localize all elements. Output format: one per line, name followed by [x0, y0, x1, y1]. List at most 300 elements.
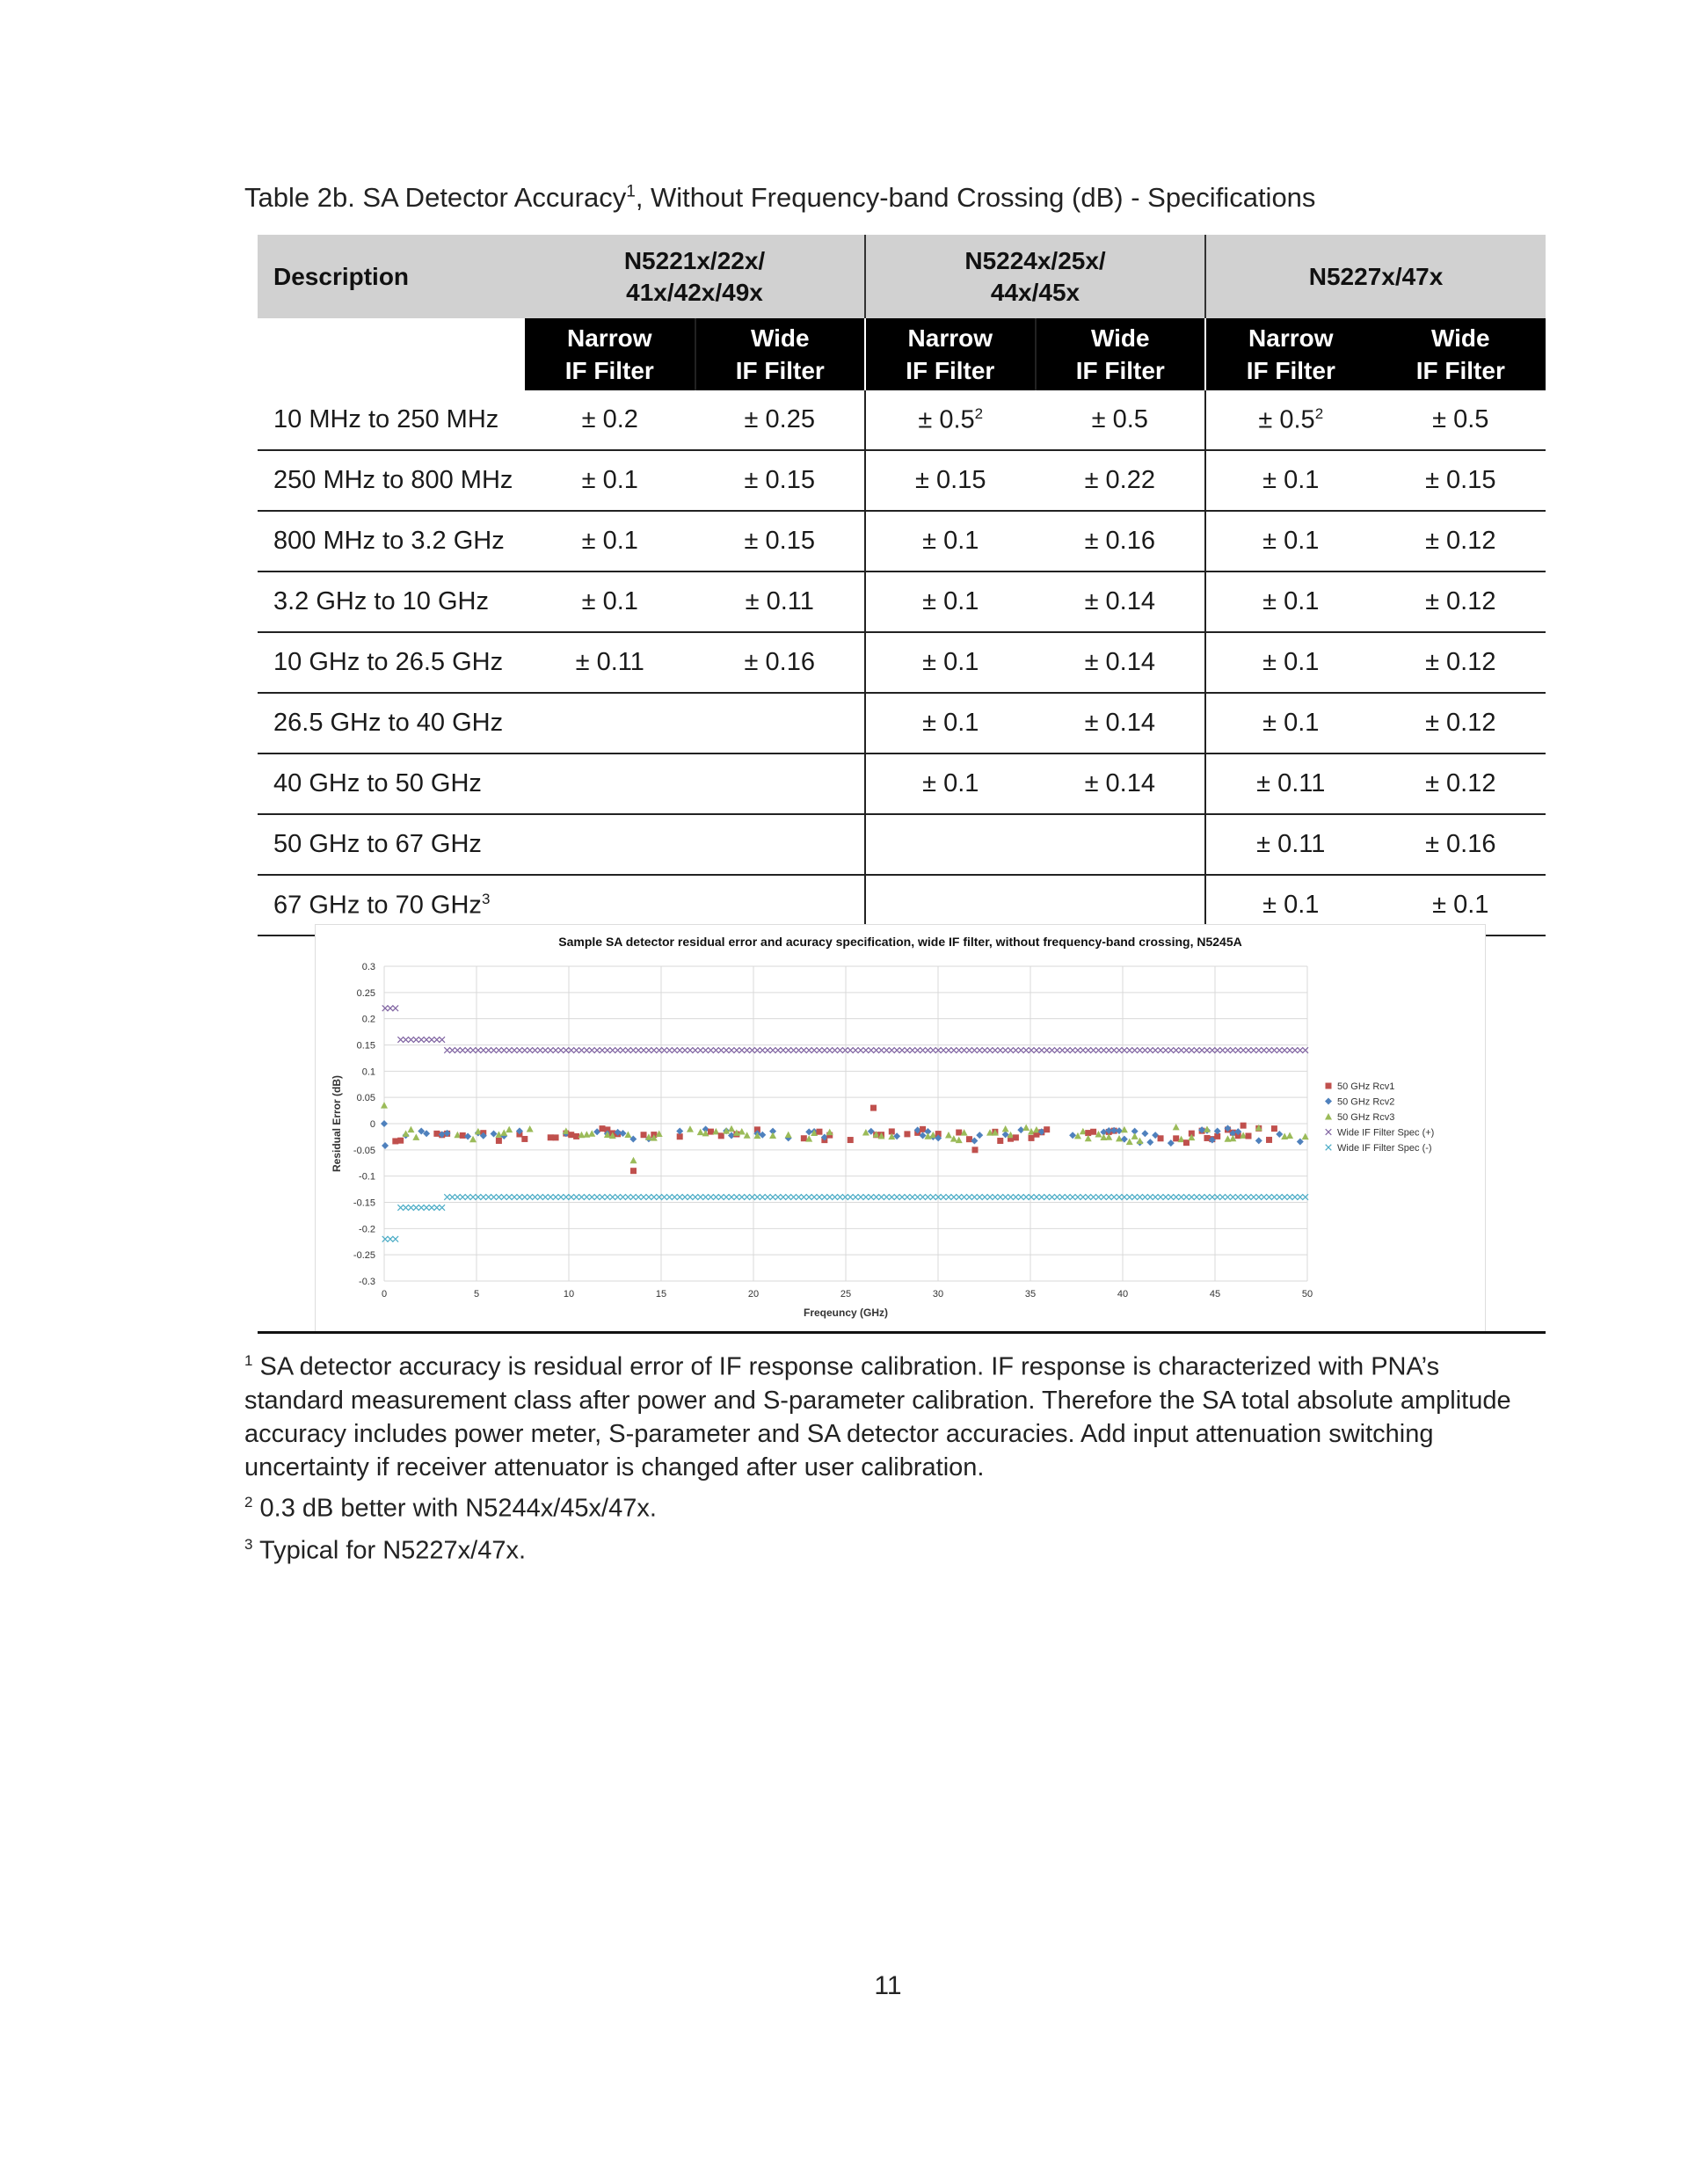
- spec-point: [993, 1047, 999, 1053]
- spec-point: [1095, 1194, 1102, 1200]
- spec-point: [729, 1194, 735, 1200]
- spec-point: [506, 1194, 513, 1200]
- value-cell: ± 0.15: [695, 450, 866, 511]
- spec-point: [1147, 1194, 1153, 1200]
- table-row: [258, 511, 1546, 571]
- data-point: [381, 1120, 388, 1127]
- spec-point: [1090, 1047, 1096, 1053]
- spec-point: [863, 1047, 869, 1053]
- spec-point: [765, 1047, 771, 1053]
- spec-point: [693, 1047, 699, 1053]
- x-tick-label: 15: [655, 1289, 667, 1299]
- spec-point: [817, 1047, 823, 1053]
- spec-point: [408, 1205, 414, 1211]
- spec-point: [403, 1037, 409, 1043]
- spec-point: [1070, 1047, 1076, 1053]
- spec-point: [1277, 1194, 1283, 1200]
- value-cell: ± $0.5^2$: [1205, 390, 1376, 450]
- value-cell: ± 0.16: [1376, 814, 1546, 875]
- data-point: [521, 1136, 528, 1142]
- spec-point: [1219, 1194, 1226, 1200]
- spec-point: [449, 1047, 455, 1053]
- spec-point: [1117, 1194, 1123, 1200]
- table-row: [258, 753, 1546, 814]
- spec-point: [982, 1047, 988, 1053]
- spec-point: [636, 1194, 642, 1200]
- spec-point: [1168, 1047, 1175, 1053]
- spec-point: [1049, 1047, 1055, 1053]
- spec-point: [1106, 1047, 1112, 1053]
- row-description: 40 GHz to 50 GHz: [258, 753, 525, 814]
- data-point: [1183, 1139, 1190, 1146]
- spec-point: [1142, 1194, 1148, 1200]
- spec-point: [853, 1047, 859, 1053]
- data-point: [904, 1131, 910, 1137]
- y-tick-label: -0.2: [359, 1224, 375, 1235]
- spec-point: [1158, 1047, 1164, 1053]
- spec-point: [1194, 1194, 1200, 1200]
- value-cell: ± 0.12: [1376, 753, 1546, 814]
- spec-point: [837, 1194, 843, 1200]
- value-cell: ± 0.1: [525, 571, 695, 632]
- spec-point: [537, 1047, 543, 1053]
- table-row: [258, 390, 1546, 450]
- spec-point: [754, 1047, 760, 1053]
- spec-point: [822, 1047, 828, 1053]
- header-group: N5227x/47x: [1205, 235, 1546, 318]
- table-row: [258, 693, 1546, 753]
- spec-point: [982, 1194, 988, 1200]
- spec-point: [811, 1194, 818, 1200]
- data-point: [1146, 1139, 1153, 1146]
- data-point: [945, 1132, 952, 1139]
- spec-point: [1266, 1194, 1272, 1200]
- spec-point: [889, 1194, 895, 1200]
- spec-point: [1131, 1047, 1138, 1053]
- spec-point: [837, 1047, 843, 1053]
- spec-point: [615, 1194, 621, 1200]
- spec-point: [1204, 1047, 1211, 1053]
- spec-point: [708, 1194, 714, 1200]
- spec-point: [878, 1194, 884, 1200]
- spec-point: [666, 1194, 673, 1200]
- data-point: [1246, 1132, 1252, 1139]
- spec-point: [1002, 1047, 1008, 1053]
- data-point: [1241, 1123, 1247, 1129]
- spec-point: [666, 1047, 673, 1053]
- spec-point: [1241, 1194, 1247, 1200]
- y-tick-label: 0.15: [356, 1040, 375, 1052]
- spec-point: [1153, 1194, 1159, 1200]
- table-body: [258, 390, 1546, 935]
- spec-point: [951, 1047, 957, 1053]
- spec-point: [832, 1194, 838, 1200]
- y-tick-label: 0.2: [361, 1014, 375, 1025]
- value-cell: ± 0.16: [1036, 511, 1206, 571]
- spec-point: [806, 1194, 812, 1200]
- data-point: [950, 1135, 957, 1142]
- spec-point: [910, 1047, 916, 1053]
- spec-point: [1277, 1047, 1283, 1053]
- row-description: 50 GHz to 67 GHz: [258, 814, 525, 875]
- data-point: [848, 1137, 854, 1143]
- data-point: [630, 1157, 637, 1164]
- spec-point: [1039, 1047, 1045, 1053]
- spec-point: [1199, 1047, 1205, 1053]
- spec-point: [403, 1205, 409, 1211]
- data-point: [1141, 1130, 1148, 1137]
- spec-point: [439, 1205, 445, 1211]
- spec-point: [578, 1047, 585, 1053]
- x-tick-label: 20: [747, 1289, 760, 1299]
- spec-point: [1298, 1047, 1304, 1053]
- data-point: [801, 1135, 807, 1141]
- spec-point: [470, 1194, 477, 1200]
- value-cell: ± 0.1: [1205, 450, 1376, 511]
- spec-point: [697, 1047, 703, 1053]
- value-cell: ± 0.1: [1205, 632, 1376, 693]
- spec-point: [501, 1047, 507, 1053]
- spec-point: [672, 1194, 678, 1200]
- spec-point: [424, 1037, 430, 1043]
- spec-point: [512, 1194, 518, 1200]
- spec-point: [1059, 1047, 1066, 1053]
- spec-point: [941, 1194, 947, 1200]
- x-tick-label: 0: [381, 1289, 388, 1299]
- spec-point: [775, 1194, 782, 1200]
- spec-point: [842, 1194, 848, 1200]
- spec-point: [1298, 1194, 1304, 1200]
- data-point: [381, 1102, 388, 1109]
- value-cell: ± 0.14: [1036, 753, 1206, 814]
- spec-point: [868, 1194, 874, 1200]
- spec-point: [609, 1047, 615, 1053]
- spec-point: [1008, 1047, 1014, 1053]
- data-point: [1276, 1131, 1283, 1138]
- data-point: [1116, 1135, 1123, 1142]
- data-point: [785, 1132, 792, 1139]
- data-point: [1044, 1126, 1050, 1132]
- spec-point: [1230, 1194, 1236, 1200]
- spec-point: [1101, 1194, 1107, 1200]
- spec-point: [1018, 1047, 1024, 1053]
- legend-label: 50 GHz Rcv1: [1337, 1081, 1395, 1092]
- spec-point: [1261, 1047, 1267, 1053]
- data-point: [687, 1125, 694, 1132]
- spec-point: [382, 1236, 389, 1242]
- spec-point: [537, 1194, 543, 1200]
- spec-point: [388, 1236, 394, 1242]
- y-tick-label: -0.15: [353, 1198, 375, 1209]
- spec-point: [553, 1194, 559, 1200]
- data-point: [382, 1142, 389, 1149]
- spec-point: [1070, 1194, 1076, 1200]
- data-point: [769, 1132, 776, 1139]
- data-point: [573, 1133, 579, 1139]
- header-group: N5221x/22x/ 41x/42x/49x: [525, 235, 865, 318]
- spec-point: [532, 1194, 538, 1200]
- spec-point: [1287, 1194, 1293, 1200]
- spec-point: [801, 1194, 807, 1200]
- spec-point: [397, 1205, 404, 1211]
- spec-point: [1054, 1194, 1060, 1200]
- spec-point: [993, 1194, 999, 1200]
- spec-point: [605, 1047, 611, 1053]
- spec-point: [1292, 1194, 1299, 1200]
- row-description: 67 GHz to 70 GHz$^3$: [258, 875, 525, 935]
- spec-point: [1039, 1194, 1045, 1200]
- data-point: [862, 1129, 869, 1136]
- spec-point: [688, 1047, 694, 1053]
- spec-point: [899, 1047, 906, 1053]
- value-cell: ± 0.12: [1376, 693, 1546, 753]
- spec-point: [1137, 1047, 1143, 1053]
- spec-point: [987, 1194, 993, 1200]
- spec-point: [858, 1047, 864, 1053]
- data-point: [553, 1134, 559, 1140]
- value-cell: ± 0.16: [695, 632, 866, 693]
- spec-point: [548, 1047, 554, 1053]
- data-point: [1131, 1132, 1139, 1139]
- value-cell: ± 0.1: [1205, 693, 1376, 753]
- spec-point: [636, 1047, 642, 1053]
- legend-marker: [1326, 1129, 1332, 1135]
- spec-point: [418, 1205, 425, 1211]
- spec-point: [1034, 1047, 1040, 1053]
- spec-point: [971, 1047, 978, 1053]
- data-point: [641, 1132, 647, 1138]
- spec-point: [1147, 1047, 1153, 1053]
- spec-point: [693, 1194, 699, 1200]
- value-cell: ± 0.11: [695, 571, 866, 632]
- spec-point: [749, 1047, 755, 1053]
- spec-point: [1225, 1194, 1231, 1200]
- spec-point: [413, 1205, 419, 1211]
- value-cell: ± 0.11: [1205, 814, 1376, 875]
- spec-point: [1246, 1194, 1252, 1200]
- x-tick-label: 10: [563, 1289, 575, 1299]
- value-cell: ± 0.1: [865, 753, 1036, 814]
- spec-point: [1029, 1194, 1035, 1200]
- spec-point: [682, 1047, 688, 1053]
- spec-point: [1029, 1047, 1035, 1053]
- accuracy-table: [258, 235, 1546, 936]
- spec-point: [485, 1194, 491, 1200]
- spec-point: [951, 1194, 957, 1200]
- spec-point: [781, 1047, 787, 1053]
- spec-point: [858, 1194, 864, 1200]
- data-point: [1022, 1125, 1030, 1132]
- data-point: [496, 1138, 502, 1144]
- spec-point: [785, 1047, 791, 1053]
- spec-point: [738, 1047, 745, 1053]
- spec-point: [853, 1194, 859, 1200]
- x-tick-label: 40: [1117, 1289, 1129, 1299]
- spec-point: [708, 1047, 714, 1053]
- spec-point: [1117, 1047, 1123, 1053]
- row-description: 800 MHz to 3.2 GHz: [258, 511, 525, 571]
- spec-point: [1282, 1047, 1288, 1053]
- spec-point: [564, 1047, 570, 1053]
- spec-point: [393, 1236, 399, 1242]
- spec-point: [1235, 1047, 1241, 1053]
- value-cell: [1036, 814, 1206, 875]
- spec-point: [480, 1047, 486, 1053]
- spec-point: [930, 1194, 936, 1200]
- subheader-wide: Wide IF Filter: [695, 318, 866, 390]
- spec-point: [1137, 1194, 1143, 1200]
- residual-error-chart: [315, 924, 1486, 1333]
- table-row: [258, 632, 1546, 693]
- spec-point: [702, 1047, 709, 1053]
- spec-point: [930, 1047, 936, 1053]
- spec-point: [1235, 1194, 1241, 1200]
- legend-label: 50 GHz Rcv2: [1337, 1096, 1395, 1108]
- spec-point: [749, 1194, 755, 1200]
- value-cell: ± 0.12: [1376, 632, 1546, 693]
- spec-point: [532, 1047, 538, 1053]
- value-cell: ± 0.1: [865, 511, 1036, 571]
- legend-marker: [1326, 1083, 1332, 1089]
- spec-point: [713, 1194, 719, 1200]
- subheader-wide: Wide IF Filter: [1376, 318, 1546, 390]
- spec-point: [558, 1047, 564, 1053]
- spec-point: [977, 1047, 983, 1053]
- spec-point: [914, 1047, 920, 1053]
- spec-point: [594, 1194, 600, 1200]
- y-tick-label: -0.05: [353, 1145, 375, 1156]
- spec-point: [1241, 1047, 1247, 1053]
- table-row: [258, 814, 1546, 875]
- spec-point: [527, 1194, 533, 1200]
- spec-point: [558, 1194, 564, 1200]
- spec-point: [801, 1047, 807, 1053]
- spec-point: [620, 1047, 626, 1053]
- value-cell: ± 0.11: [525, 632, 695, 693]
- spec-point: [573, 1194, 579, 1200]
- y-tick-label: 0: [369, 1119, 375, 1130]
- table-header-row: [258, 235, 1546, 318]
- data-point: [870, 1105, 877, 1111]
- spec-point: [884, 1194, 890, 1200]
- spec-point: [439, 1037, 445, 1043]
- spec-point: [661, 1047, 667, 1053]
- legend-marker: [1325, 1098, 1332, 1105]
- value-cell: ± $0.5^2$: [865, 390, 1036, 450]
- spec-point: [920, 1194, 926, 1200]
- spec-point: [548, 1194, 554, 1200]
- value-cell: ± 0.15: [865, 450, 1036, 511]
- spec-point: [491, 1194, 497, 1200]
- header-group: N5224x/25x/ 44x/45x: [865, 235, 1205, 318]
- spec-point: [1210, 1194, 1216, 1200]
- value-cell: ± 0.1: [1205, 511, 1376, 571]
- footnote-3: $^3$ Typical for N5227x/47x.: [244, 1536, 527, 1565]
- spec-point: [527, 1047, 533, 1053]
- row-description: 10 GHz to 26.5 GHz: [258, 632, 525, 693]
- spec-point: [1183, 1047, 1190, 1053]
- footnote-1: $^1$ SA detector accuracy is residual error of IF response calibration. IF response is characterized with PNA’s standard measurement class after power and S-parameter calibration. Therefore the SA total absolute amplitude accuracy includes power meter, S-parameter and SA detector accuracies. Add input attenuation switching uncertainty if receiver attenuator is changed after user calibration.: [244, 1352, 1511, 1481]
- spec-point: [630, 1194, 637, 1200]
- spec-point: [564, 1194, 570, 1200]
- spec-point: [449, 1194, 455, 1200]
- spec-point: [424, 1205, 430, 1211]
- data-point: [412, 1133, 419, 1140]
- spec-point: [677, 1194, 683, 1200]
- data-point: [527, 1125, 534, 1132]
- spec-point: [811, 1047, 818, 1053]
- spec-point: [1080, 1194, 1087, 1200]
- spec-point: [889, 1047, 895, 1053]
- spec-point: [641, 1194, 647, 1200]
- spec-point: [770, 1047, 776, 1053]
- value-cell: [525, 693, 695, 753]
- spec-point: [455, 1047, 461, 1053]
- spec-point: [1271, 1194, 1277, 1200]
- y-tick-label: 0.05: [356, 1093, 375, 1104]
- spec-point: [434, 1037, 440, 1043]
- spec-point: [718, 1047, 724, 1053]
- spec-point: [1080, 1047, 1087, 1053]
- spec-point: [826, 1047, 833, 1053]
- spec-point: [760, 1194, 766, 1200]
- value-cell: ± 0.11: [1205, 753, 1376, 814]
- spec-point: [997, 1047, 1003, 1053]
- data-point: [1173, 1124, 1180, 1131]
- spec-point: [966, 1047, 972, 1053]
- spec-point: [1178, 1194, 1184, 1200]
- data-point: [1173, 1135, 1179, 1141]
- spec-point: [589, 1194, 595, 1200]
- data-point: [997, 1138, 1003, 1144]
- spec-point: [1126, 1194, 1132, 1200]
- spec-point: [848, 1047, 854, 1053]
- spec-point: [724, 1047, 730, 1053]
- value-cell: ± 0.1: [1205, 875, 1376, 935]
- spec-point: [1044, 1047, 1050, 1053]
- spec-point: [1230, 1047, 1236, 1053]
- spec-point: [517, 1194, 523, 1200]
- spec-point: [1271, 1047, 1277, 1053]
- spec-point: [1002, 1194, 1008, 1200]
- spec-point: [605, 1194, 611, 1200]
- data-point: [976, 1132, 983, 1139]
- spec-point: [1049, 1194, 1055, 1200]
- spec-point: [455, 1194, 461, 1200]
- spec-point: [1183, 1194, 1190, 1200]
- legend-marker: [1325, 1113, 1332, 1120]
- spec-point: [651, 1194, 658, 1200]
- x-tick-label: 30: [932, 1289, 944, 1299]
- data-point: [500, 1129, 507, 1136]
- value-cell: ± 0.1: [865, 571, 1036, 632]
- spec-point: [388, 1005, 394, 1011]
- spec-point: [987, 1047, 993, 1053]
- x-tick-label: 45: [1209, 1289, 1221, 1299]
- data-point: [630, 1168, 637, 1174]
- spec-point: [522, 1047, 528, 1053]
- spec-point: [609, 1194, 615, 1200]
- spec-point: [1158, 1194, 1164, 1200]
- spec-point: [697, 1194, 703, 1200]
- spec-point: [1225, 1047, 1231, 1053]
- spec-point: [1111, 1194, 1117, 1200]
- spec-point: [1255, 1194, 1262, 1200]
- spec-point: [1153, 1047, 1159, 1053]
- spec-point: [1065, 1047, 1071, 1053]
- spec-point: [517, 1047, 523, 1053]
- spec-point: [641, 1047, 647, 1053]
